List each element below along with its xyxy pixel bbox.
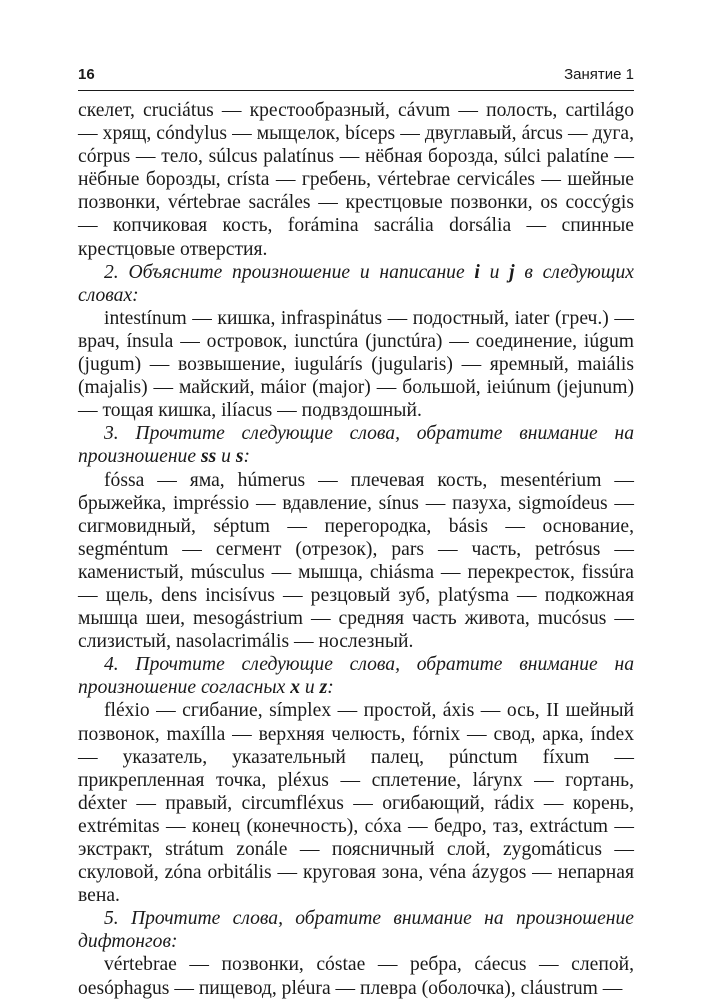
header-rule bbox=[78, 90, 634, 91]
task-4-tail: : bbox=[327, 677, 334, 699]
task-3-letter-s: s bbox=[235, 446, 244, 468]
task-2-conj: и bbox=[479, 261, 510, 283]
task-3-tail: : bbox=[243, 446, 250, 468]
task-3-words: fóssa — яма, húmerus — плечевая кость, mesentérium — брыжейка, impréssio — вдавление, sínus — пазуха, sigmoídeus — сигмовидный, séptum — перегородка, básis — основание, segméntum — сегмент (отрезок), pars — часть, petrósus — каменистый, músculus — мышца, chiásma — перекресток, fissúra — щель, dens incisívus — резцовый зуб, platýsma — подкожная мышца шеи, mesogástrium — средняя часть живота, mucósus — слизистый, nasolacrimális — нослезный. bbox=[78, 469, 634, 653]
intro-paragraph: скелет, cruciátus — крестообразный, cávum — полость, cartilágo — хрящ, cóndylus — мыщелок, bíceps — двуглавый, árcus — дуга, córpus — тело, súlcus palatínus — нёбная борозда, súlci palatíne — нёбные борозды, crísta — гребень, vértebrae cervicáles — шейные позвонки, vértebrae sacráles — крестцовые позвонки, os coccýgis — копчиковая кость, forámina sacrália dorsália — спинные крестцовые отверстия. bbox=[78, 100, 634, 260]
task-4-text: 4. Прочтите следующие слова, обратите внимание на произношение согласных bbox=[78, 654, 634, 699]
task-2-tail: в следующих словах: bbox=[78, 261, 634, 306]
task-3-letters-ss: ss bbox=[200, 446, 217, 468]
running-title: Занятие 1 bbox=[564, 66, 634, 83]
task-5-heading: 5. Прочтите слова, обратите внимание на произношение дифтонгов: bbox=[78, 908, 634, 953]
page-number: 16 bbox=[78, 66, 95, 83]
task-4-heading bbox=[78, 653, 634, 699]
page-header bbox=[78, 62, 634, 86]
page-body bbox=[78, 99, 634, 1000]
task-5-words: vértebrae — позвонки, cóstae — ребра, cáecus — слепой, oesóphagus — пищевод, pléura — плевра (оболочка), cláustrum — bbox=[78, 954, 634, 999]
task-4-words: fléxio — сгибание, símplex — простой, áxis — ось, II шейный позвонок, maxílla — верхняя челюсть, fórnix — свод, арка, índex — указатель, указательный палец, púnctum fíxum — прикрепленная точка, pléxus — сплетение, lárynx — гортань, déxter — правый, circumfléxus — огибающий, rádix — корень, extrémitas — конец (конечность), cóxa — бедро, таз, extráctum — экстракт, strátum zonále — поясничный слой, zygomáticus — скуловой, zóna orbitális — круговая зона, véna ázygos — непарная вена. bbox=[78, 700, 634, 907]
task-3-heading bbox=[78, 422, 634, 468]
task-4-letter-z: z bbox=[319, 677, 328, 699]
task-3-conj: и bbox=[216, 446, 236, 468]
task-2-heading bbox=[78, 261, 634, 307]
task-4-conj: и bbox=[300, 677, 320, 699]
task-4-letter-x: x bbox=[290, 677, 300, 699]
task-2-letter-j: j bbox=[509, 261, 515, 283]
task-2-text: 2. Объясните произношение и написание bbox=[104, 261, 475, 283]
task-2-letter-i: i bbox=[474, 261, 480, 283]
task-3-text: 3. Прочтите следующие слова, обратите внимание на произношение bbox=[78, 423, 634, 468]
task-2-words: intestínum — кишка, infraspinátus — подостный, iater (греч.) — врач, ínsula — островок, iunctúra (junctúra) — соединение, iúgum (jugum) — возвышение, iugulárís (jugularis) — яремный, maiális (majalis) — майский, máior (major) — большой, ieiúnum (jejunum) — тощая кишка, ilíacus — подвздошный. bbox=[78, 307, 634, 422]
